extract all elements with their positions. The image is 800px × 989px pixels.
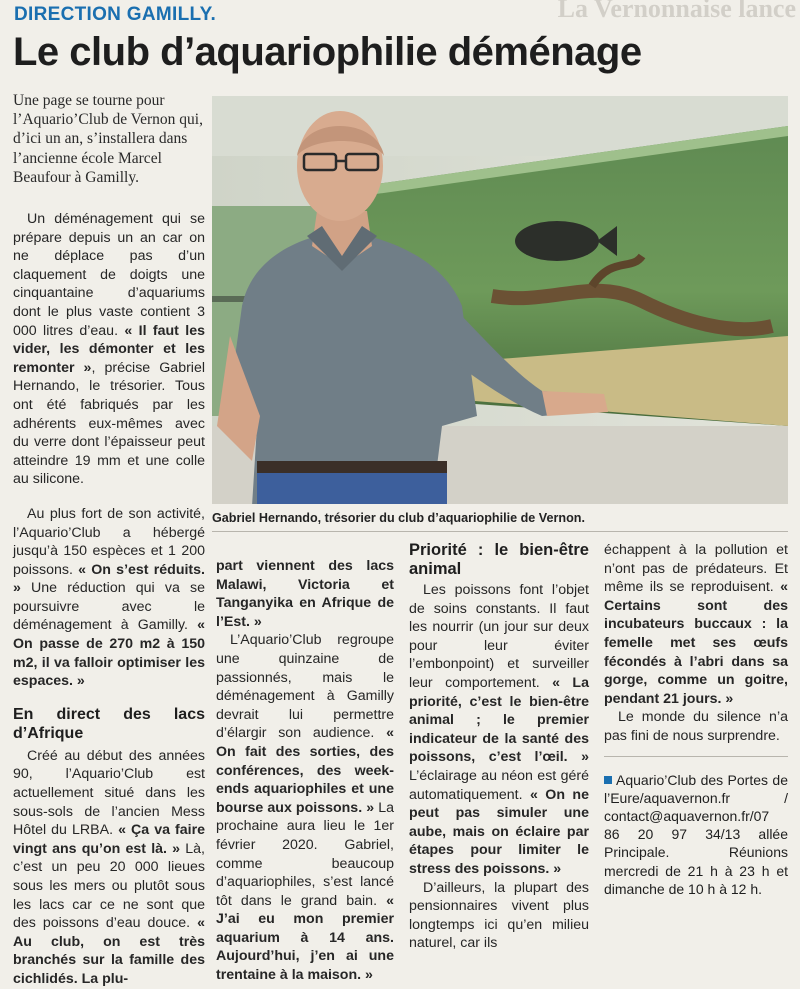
quote: « Certains sont des incubateurs buccaux : la femelle met ses œufs fécondés à l’abri dans sa gorge, comme un goitre, pendant 21 jours. » [604,579,788,707]
paragraph [216,557,394,631]
paragraph [216,631,394,984]
quote: « On ne peut pas simuler une aube, mais on éclaire par étapes pour limiter le stress des poissons. » [409,786,589,877]
article-lead: Une page se tourne pour l’Aquario’Club de Vernon qui, d’ici un an, s’installera dans l’ancienne école Marcel Beaufour à Gamilly. [13,92,203,186]
article-column-2 [216,557,394,985]
quote: part viennent des lacs Malawi, Victoria et Tanganyika en Afrique de l’Est. » [216,558,394,630]
subheading: En direct des lacs d’Afrique [13,705,205,742]
paragraph [409,879,589,953]
paragraph [13,210,205,489]
text: Au plus fort de son activité, l’Aquario’Club a hébergé jusqu’à 150 espèces et 1 200 poissons. [13,505,205,578]
adjacent-article-ghost-headline: La Vernonnaise lance [557,0,796,23]
text: D’ailleurs, la plupart des pensionnaires vivent plus longtemps ici qu’en milieu naturel, car ils [409,879,589,952]
article-headline: Le club d’aquariophilie déménage [13,30,642,74]
quote: « Au club, on est très branchés sur la famille des cichlidés. La plu- [13,915,205,987]
subheading: Priorité : le bien-être animal [409,541,589,578]
info-divider [604,756,788,757]
text: L’éclairage au néon est géré automatiquement. [409,767,589,803]
practical-info [604,771,788,898]
quote: « On s’est réduits. » [13,561,205,597]
text: Une réduction qui va se poursuivre avec le déménagement à Gamilly. [13,580,205,634]
text: Créé au début des années 90, l’Aquario’Club est actuellement situé dans les sous-sols de l’ancien Mess Hôtel du LRBA. [13,747,205,839]
quote: « On passe de 270 m2 à 150 m2, il va falloir optimiser les espaces. » [13,617,205,690]
quote: « La priorité, c’est le bien-être animal ; le premier indicateur de la santé des poissons, c’est l’œil. » [409,674,589,766]
article-column-4 [604,541,788,898]
photo-illustration [212,96,788,504]
article-photo [212,96,788,504]
section-kicker: DIRECTION GAMILLY. [14,4,217,25]
text: Le monde du silence n’a pas fini de nous surprendre. [604,709,788,744]
text: Réunions mercredi de 21 h à 23 h et dimanche de 10 h à 12 h. [604,844,788,897]
article-column-3 [409,541,589,953]
text: , précise Gabriel Hernando, le trésorier. Tous ont été fabriqués par les adhérents eux-mêmes avec du verre dont l’épaisseur peut atteindre 19 mm et une colle au silicone. [13,359,205,488]
text: Un déménagement qui se prépare depuis un an car on ne déplace pas d’un claquement de doigts une cinquantaine d’aquariums dont le plus vaste contient 3 000 litres d’eau. [13,211,205,339]
paragraph [409,581,589,879]
text: La prochaine aura lieu le 1er février 2020. Gabriel, comme beaucoup d’aquariophiles, s’est lancé tôt dans le grand bain. [216,799,394,909]
photo-caption: Gabriel Hernando, trésorier du club d’aquariophilie de Vernon. [212,511,585,525]
paragraph [604,541,788,708]
square-bullet-icon [604,776,612,784]
text: Les poissons font l’objet de soins constants. Il faut les nourrir (un jour sur deux pour leur éviter l’embonpoint) et surveiller leur comportement. [409,582,589,691]
paragraph [13,505,205,691]
text: échappent à la pollution et n’ont pas de prédateurs. Et même ils se reproduisent. [604,542,788,596]
text: Là, c’est un peu 20 000 lieues sous les mers ou plutôt sous les lacs car ce ne sont que des poissons d’eau douce. [13,840,205,932]
quote: « Il faut les vider, les démonter et les remonter » [13,322,205,376]
quote: « J’ai eu mon premier aquarium à 14 ans. Aujourd’hui, j’en ai une trentaine à la maison. » [216,892,394,984]
text: L’Aquario’Club regroupe une quinzaine de passionnés, mais le déménagement à Gamilly devrait lui permettre d’élargir son audience. [216,632,394,742]
paragraph [604,708,788,745]
caption-divider [212,531,788,532]
quote: « Ça va faire vingt ans qu’on est là. » [13,822,205,857]
article-column-1 [13,210,205,989]
quote: « On fait des sorties, des conférences, des week-ends aquariophiles et une bourse aux poissons. » [216,725,394,816]
text: Aquario’Club des Portes de l’Eure/aquavernon.fr / contact@aquavernon.fr/07 86 20 97 34/13 allée Principale. [604,771,788,861]
